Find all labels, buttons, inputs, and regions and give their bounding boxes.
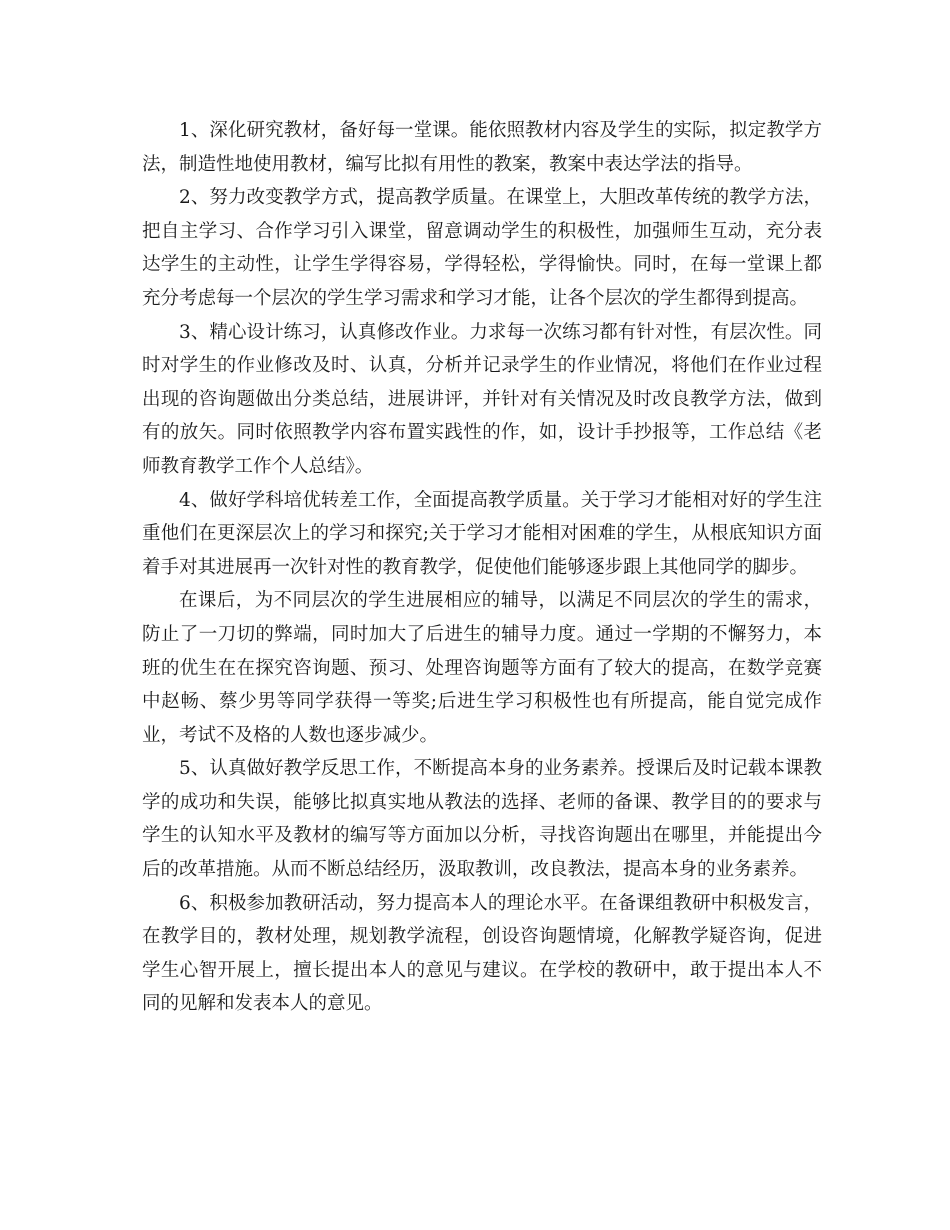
paragraph-6: 6、积极参加教研活动，努力提高本人的理论水平。在备课组教研中积极发言，在教学目的，教材处理，规划教学流程，创设咨询题情境，化解教学疑咨询，促进学生心智开展上，擅长提出本人的意见与建议。在学校的教研中，敢于提出本人不同的见解和发表本人的意见。 bbox=[142, 892, 822, 1015]
document-body bbox=[142, 114, 822, 1021]
paragraph-3: 3、精心设计练习，认真修改作业。力求每一次练习都有针对性，有层次性。同时对学生的作业修改及时、认真，分析并记录学生的作业情况，将他们在作业过程出现的咨询题做出分类总结，进展讲评，并针对有关情况及时改良教学方法，做到有的放矢。同时依照教学内容布置实践性的作，如，设计手抄报等，工作总结《老师教育教学工作个人总结》。 bbox=[142, 321, 822, 477]
paragraph-4: 4、做好学科培优转差工作，全面提高教学质量。关于学习才能相对好的学生注重他们在更深层次上的学习和探究;关于学习才能相对困难的学生，从根底知识方面着手对其进展再一次针对性的教育教学，促使他们能够逐步跟上其他同学的脚步。 bbox=[142, 489, 822, 578]
paragraph-after-class: 在课后，为不同层次的学生进展相应的辅导，以满足不同层次的学生的需求，防止了一刀切的弊端，同时加大了后进生的辅导力度。通过一学期的不懈努力，本班的优生在在探究咨询题、预习、处理咨询题等方面有了较大的提高，在数学竞赛中赵畅、蔡少男等同学获得一等奖;后进生学习积极性也有所提高，能自觉完成作业，考试不及格的人数也逐步减少。 bbox=[142, 590, 822, 746]
paragraph-2: 2、努力改变教学方式，提高教学质量。在课堂上，大胆改革传统的教学方法，把自主学习、合作学习引入课堂，留意调动学生的积极性，加强师生互动，充分表达学生的主动性，让学生学得容易，学得轻松，学得愉快。同时，在每一堂课上都充分考虑每一个层次的学生学习需求和学习才能，让各个层次的学生都得到提高。 bbox=[142, 187, 822, 309]
paragraph-1: 1、深化研究教材，备好每一堂课。能依照教材内容及学生的实际，拟定教学方法，制造性地使用教材，编写比拟有用性的教案，教案中表达学法的指导。 bbox=[142, 120, 822, 175]
paragraph-5: 5、认真做好教学反思工作，不断提高本身的业务素养。授课后及时记载本课教学的成功和失误，能够比拟真实地从教法的选择、老师的备课、教学目的的要求与学生的认知水平及教材的编写等方面加以分析，寻找咨询题出在哪里，并能提出今后的改革措施。从而不断总结经历，汲取教训，改良教法，提高本身的业务素养。 bbox=[142, 758, 822, 881]
